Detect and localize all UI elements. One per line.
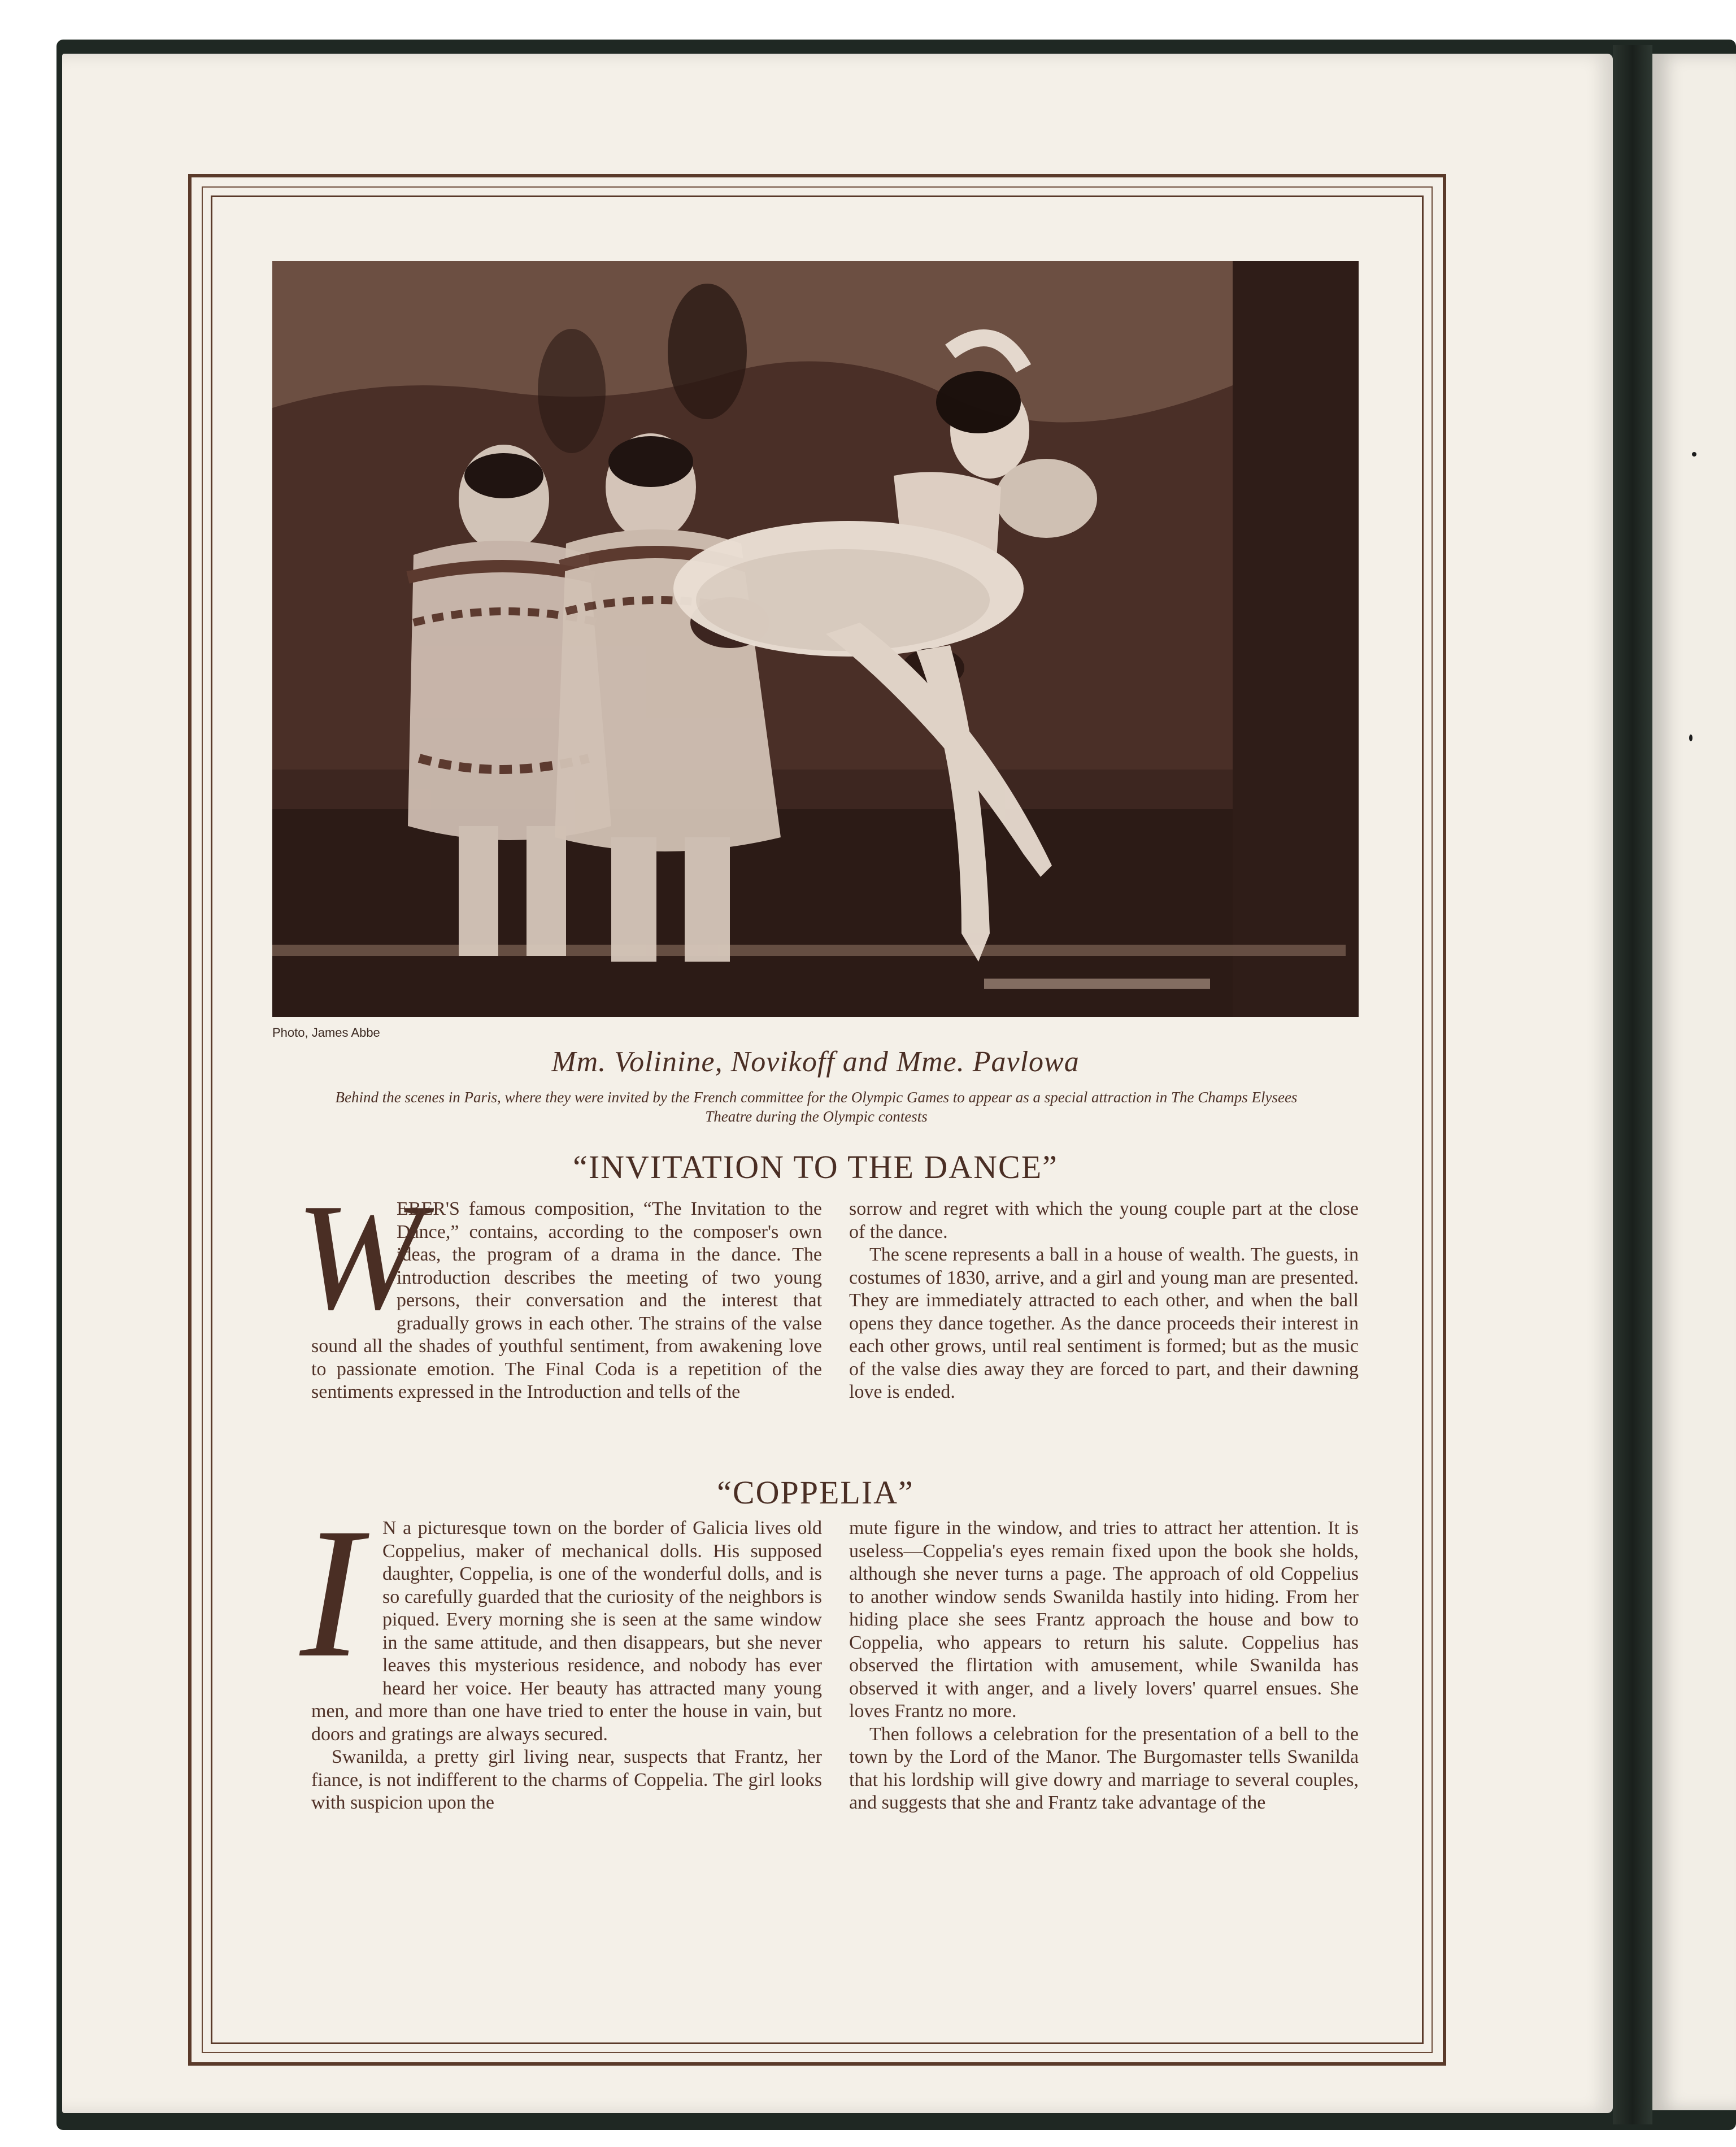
paragraph: Swanilda, a pretty girl living near, suspects that Frantz, her fiance, is not indifferent to the charms of Coppelia. The girl looks with suspicion upon the: [311, 1746, 822, 1813]
paragraph: Then follows a celebration for the presentation of a bell to the town by the Lord of the Manor. The Burgomaster tells Swanilda that his lordship will give dowry and marriage to several couples, and suggests that she and Frantz take advantage of the: [849, 1723, 1359, 1813]
photo-credit: Photo, James Abbe: [272, 1025, 380, 1040]
facing-page-edge: [1652, 54, 1736, 2110]
paragraph: N a picturesque town on the border of Galicia lives old Coppelius, maker of mechanical dolls. His supposed daughter, Coppelia, is one of the wonderful dolls, and is so carefully guarded that the curiosity of the neighbors is piqued. Every morning she is seen at the same window in the same attitude, and then disappears, but she never leaves this mysterious residence, and nobody has ever heard her voice. Her beauty has attracted many young men, and more than one have tried to enter the house in vain, but doors and gratings are always secured.: [311, 1518, 822, 1745]
dropcap-w: W: [295, 1172, 423, 1341]
paragraph: sorrow and regret with which the young couple part at the close of the dance.: [849, 1198, 1359, 1242]
caption-title: Mm. Volinine, Novikoff and Mme. Pavlowa: [551, 1046, 1080, 1078]
paragraph: mute figure in the window, and tries to attract her attention. It is useless—Coppelia's eyes remain fixed upon the book she holds, although she never turns a page. The approach of old Coppelius to another window sends Swanilda hastily into hiding. From her hiding place she sees Frantz approach the house and bow to Coppelia, who appears to return his salute. Coppelius has observed the flirtation with amusement, while Swanilda has observed it with anger, and a lively lovers' quarrel ensues. She loves Frantz no more.: [849, 1518, 1359, 1722]
book-gutter: [1613, 45, 1652, 2124]
heading-invitation: “INVITATION TO THE DANCE”: [573, 1149, 1058, 1185]
caption-description: Behind the scenes in Paris, where they were invited by the French committee for the Olympic Games to appear as a special attraction in The Champs Elysees Theatre during the Olympic contests: [335, 1089, 1298, 1125]
speck-mark: [1689, 734, 1693, 741]
heading-coppelia: “COPPELIA”: [717, 1474, 914, 1511]
paragraph: The scene represents a ball in a house of wealth. The guests, in costumes of 1830, arrive, and a girl and young man are presented. They are immediately attracted to each other, and when the ball opens they dance together. As the dance proceeds their interest in each other grows, until real sentiment is formed; but as the music of the valse dies away they are forced to part, and their dawning love is ended.: [849, 1244, 1359, 1402]
dancers-photograph: [272, 261, 1359, 1017]
speck-mark: [1692, 452, 1696, 457]
coppelia-column-left: [300, 1490, 822, 1815]
dropcap-i: I: [300, 1490, 362, 1696]
invitation-column-left: [295, 1172, 822, 1404]
photograph-illustration: [272, 261, 1359, 1017]
paragraph: EBER'S famous composition, “The Invitation to the Dance,” contains, according to the composer's own ideas, the program of a drama in the dance. The introduction describes the meeting of two young persons, their conversation and the interest that gradually grows in each other. The strains of the valse sound all the shades of youthful sentiment, from awakening love to passionate emotion. The Final Coda is a repetition of the sentiments expressed in the Introduction and tells of the: [311, 1198, 822, 1402]
invitation-column-right: [849, 1198, 1359, 1404]
coppelia-column-right: [849, 1517, 1359, 1815]
